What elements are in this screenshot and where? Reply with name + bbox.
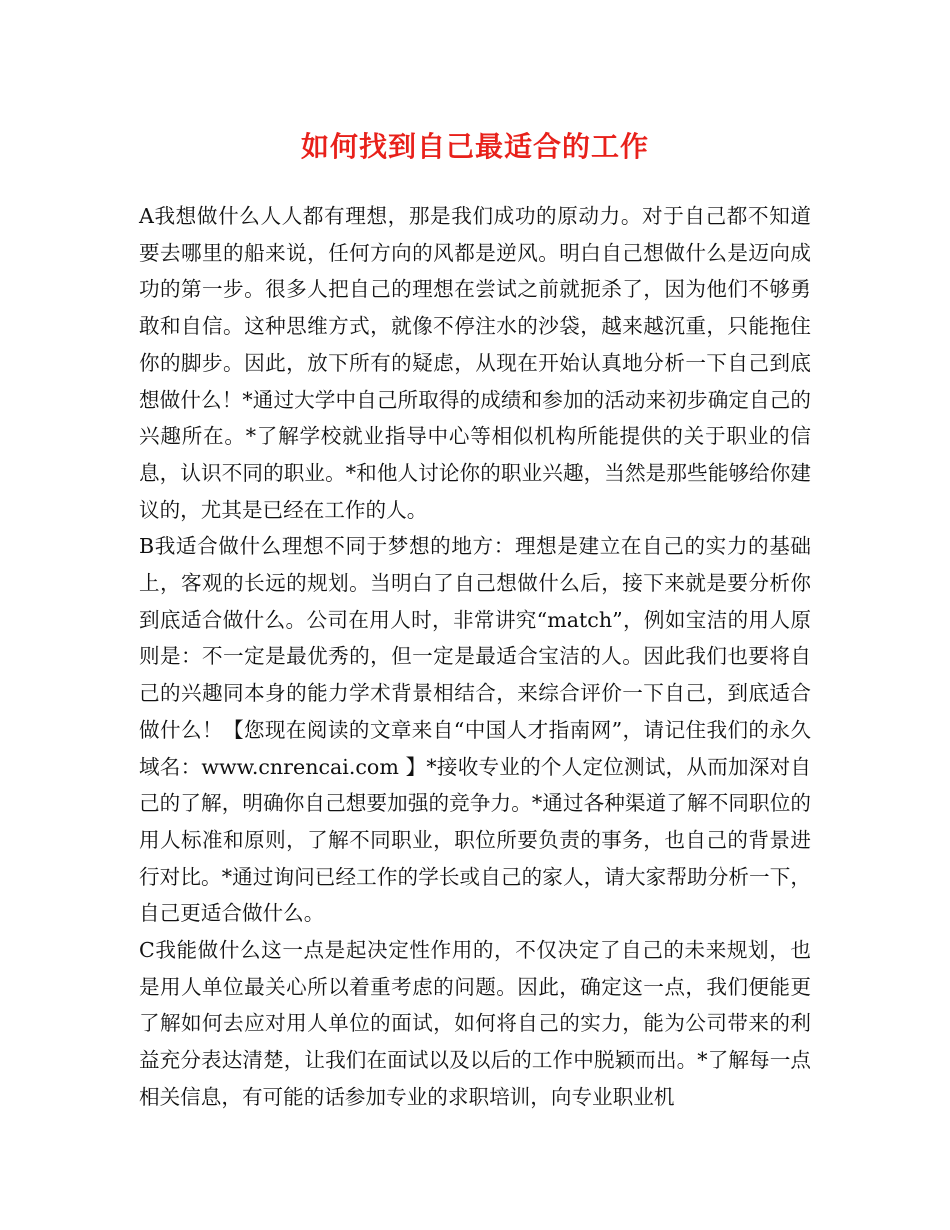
document-body	[139, 198, 811, 1116]
paragraph-b: B我适合做什么理想不同于梦想的地方：理想是建立在自己的实力的基础上，客观的长远的规划。当明白了自己想做什么后，接下来就是要分析你到底适合做什么。公司在用人时，非常讲究“match”，例如宝洁的用人原则是：不一定是最优秀的，但一定是最适合宝洁的人。因此我们也要将自己的兴趣同本身的能力学术背景相结合，来综合评价一下自己，到底适合做什么！【您现在阅读的文章来自“中国人才指南网”，请记住我们的永久域名：www.cnrencai.com 】*接收专业的个人定位测试，从而加深对自己的了解，明确你自己想要加强的竞争力。*通过各种渠道了解不同职位的用人标准和原则，了解不同职业，职位所要负责的事务，也自己的背景进行对比。*通过询问已经工作的学长或自己的家人，请大家帮助分析一下，自己更适合做什么。	[139, 534, 811, 926]
paragraph-c: C我能做什么这一点是起决定性作用的，不仅决定了自己的未来规划，也是用人单位最关心所以着重考虑的问题。因此，确定这一点，我们便能更了解如何去应对用人单位的面试，如何将自己的实力，能为公司带来的利益充分表达清楚，让我们在面试以及以后的工作中脱颖而出。*了解每一点相关信息，有可能的话参加专业的求职培训，向专业职业机	[139, 938, 811, 1109]
document-title: 如何找到自己最适合的工作	[300, 130, 649, 163]
paragraph-a: A我想做什么人人都有理想，那是我们成功的原动力。对于自己都不知道要去哪里的船来说，任何方向的风都是逆风。明白自己想做什么是迈向成功的第一步。很多人把自己的理想在尝试之前就扼杀了，因为他们不够勇敢和自信。这种思维方式，就像不停注水的沙袋，越来越沉重，只能拖住你的脚步。因此，放下所有的疑虑，从现在开始认真地分析一下自己到底想做什么！*通过大学中自己所取得的成绩和参加的活动来初步确定自己的兴趣所在。*了解学校就业指导中心等相似机构所能提供的关于职业的信息，认识不同的职业。*和他人讨论你的职业兴趣，当然是那些能够给你建议的，尤其是已经在工作的人。	[139, 204, 811, 522]
